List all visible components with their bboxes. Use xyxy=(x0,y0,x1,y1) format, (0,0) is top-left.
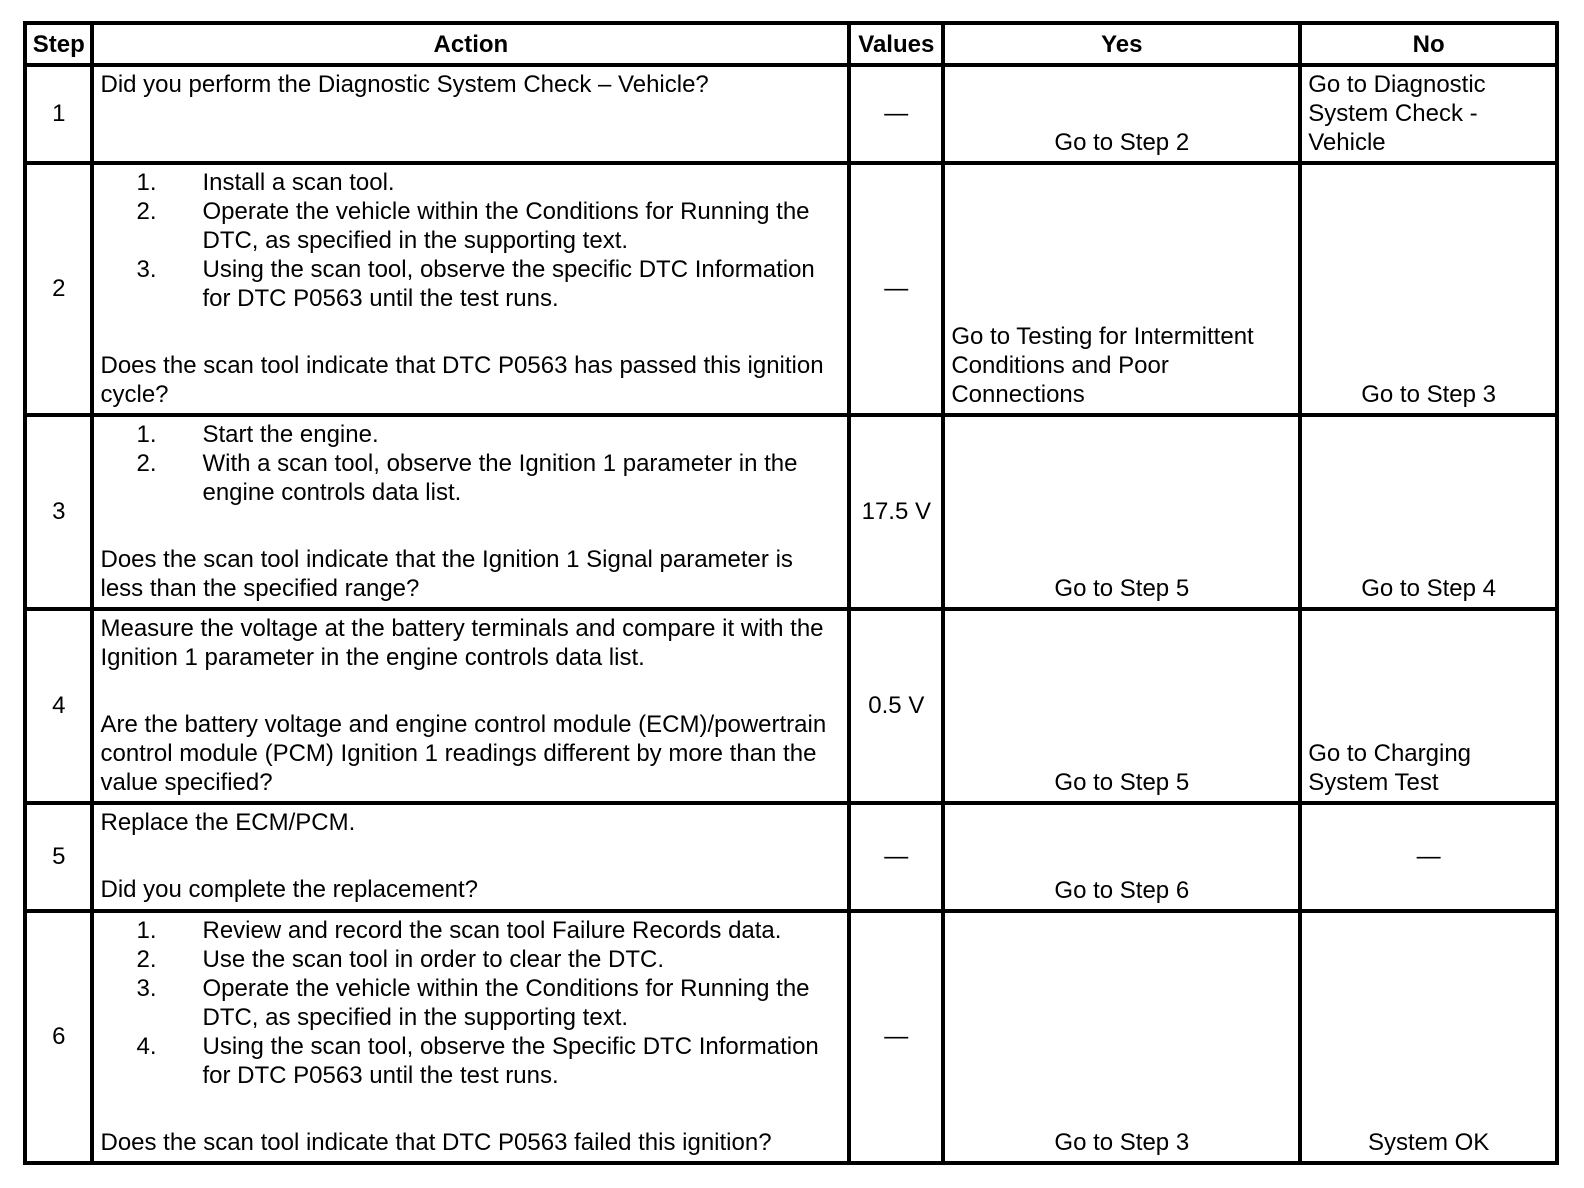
list-text: Using the scan tool, observe the specific DTC Information for DTC P0563 until the test runs. xyxy=(202,256,815,312)
list-item xyxy=(100,168,841,197)
list-text: Operate the vehicle within the Conditions for Running the DTC, as specified in the supporting text. xyxy=(202,975,810,1031)
list-number: 2. xyxy=(136,946,157,973)
instruction-list xyxy=(100,916,841,1090)
instruction-list xyxy=(100,168,841,313)
list-text: With a scan tool, observe the Ignition 1 parameter in the engine controls data list. xyxy=(202,450,798,506)
step-number: 4 xyxy=(25,609,92,803)
step-number: 2 xyxy=(25,163,92,415)
step-number: 3 xyxy=(25,415,92,609)
no-cell: Go to Diagnostic System Check - Vehicle xyxy=(1300,65,1557,163)
list-number: 4. xyxy=(136,1033,157,1060)
list-item xyxy=(100,197,841,255)
no-cell: Go to Charging System Test xyxy=(1300,609,1557,803)
no-cell: Go to Step 3 xyxy=(1300,163,1557,415)
question-text: Did you complete the replacement? xyxy=(100,876,479,903)
yes-cell: Go to Step 3 xyxy=(943,911,1300,1163)
no-cell: System OK xyxy=(1300,911,1557,1163)
values-cell: 0.5 V xyxy=(849,609,943,803)
no-cell: — xyxy=(1300,803,1557,911)
yes-cell: Go to Step 5 xyxy=(943,415,1300,609)
list-text: Use the scan tool in order to clear the DTC. xyxy=(202,946,665,973)
step-number: 1 xyxy=(25,65,92,163)
action-cell xyxy=(92,65,849,163)
action-cell xyxy=(92,803,849,911)
values-cell: — xyxy=(849,163,943,415)
list-number: 1. xyxy=(136,169,157,196)
no-cell: Go to Step 4 xyxy=(1300,415,1557,609)
list-item xyxy=(100,974,841,1032)
yes-cell: Go to Testing for Intermittent Conditions and Poor Connections xyxy=(943,163,1300,415)
list-text: Install a scan tool. xyxy=(202,169,395,196)
table-row xyxy=(25,609,1557,803)
yes-cell: Go to Step 5 xyxy=(943,609,1300,803)
values-cell: — xyxy=(849,65,943,163)
values-cell: 17.5 V xyxy=(849,415,943,609)
yes-cell: Go to Step 6 xyxy=(943,803,1300,911)
list-item xyxy=(100,255,841,313)
list-number: 2. xyxy=(136,450,157,477)
header-row xyxy=(25,23,1557,65)
instruction-list xyxy=(100,420,841,507)
step-number: 6 xyxy=(25,911,92,1163)
yes-cell: Go to Step 2 xyxy=(943,65,1300,163)
table-row xyxy=(25,65,1557,163)
values-cell: — xyxy=(849,803,943,911)
list-text: Review and record the scan tool Failure Records data. xyxy=(202,917,782,944)
list-text: Using the scan tool, observe the Specific DTC Information for DTC P0563 until the test runs. xyxy=(202,1033,819,1089)
table-row xyxy=(25,415,1557,609)
action-text: Replace the ECM/PCM. xyxy=(100,809,356,836)
list-number: 1. xyxy=(136,421,157,448)
table-row xyxy=(25,803,1557,911)
list-number: 3. xyxy=(136,975,157,1002)
step-number: 5 xyxy=(25,803,92,911)
list-item xyxy=(100,420,841,449)
action-text: Did you perform the Diagnostic System Check – Vehicle? xyxy=(100,71,709,98)
values-cell: — xyxy=(849,911,943,1163)
list-item xyxy=(100,945,841,974)
list-text: Start the engine. xyxy=(202,421,379,448)
diagnostic-table xyxy=(23,21,1559,1165)
header-values: Values xyxy=(849,23,943,65)
question-text: Does the scan tool indicate that the Ignition 1 Signal parameter is less than the specified range? xyxy=(100,546,793,602)
header-yes: Yes xyxy=(943,23,1300,65)
table-row xyxy=(25,163,1557,415)
action-cell xyxy=(92,609,849,803)
header-action: Action xyxy=(92,23,849,65)
action-text: Measure the voltage at the battery terminals and compare it with the Ignition 1 parameter in the engine controls data list. xyxy=(100,615,824,671)
list-item xyxy=(100,449,841,507)
action-cell xyxy=(92,163,849,415)
header-step: Step xyxy=(25,23,92,65)
list-number: 3. xyxy=(136,256,157,283)
list-number: 2. xyxy=(136,198,157,225)
action-cell xyxy=(92,415,849,609)
list-number: 1. xyxy=(136,917,157,944)
list-item xyxy=(100,916,841,945)
list-item xyxy=(100,1032,841,1090)
question-text: Does the scan tool indicate that DTC P0563 failed this ignition? xyxy=(100,1129,772,1156)
list-text: Operate the vehicle within the Conditions for Running the DTC, as specified in the supporting text. xyxy=(202,198,810,254)
action-cell xyxy=(92,911,849,1163)
question-text: Are the battery voltage and engine control module (ECM)/powertrain control module (PCM) Ignition 1 readings different by more than the value specified? xyxy=(100,711,827,796)
question-text: Does the scan tool indicate that DTC P0563 has passed this ignition cycle? xyxy=(100,352,824,408)
table-row xyxy=(25,911,1557,1163)
header-no: No xyxy=(1300,23,1557,65)
